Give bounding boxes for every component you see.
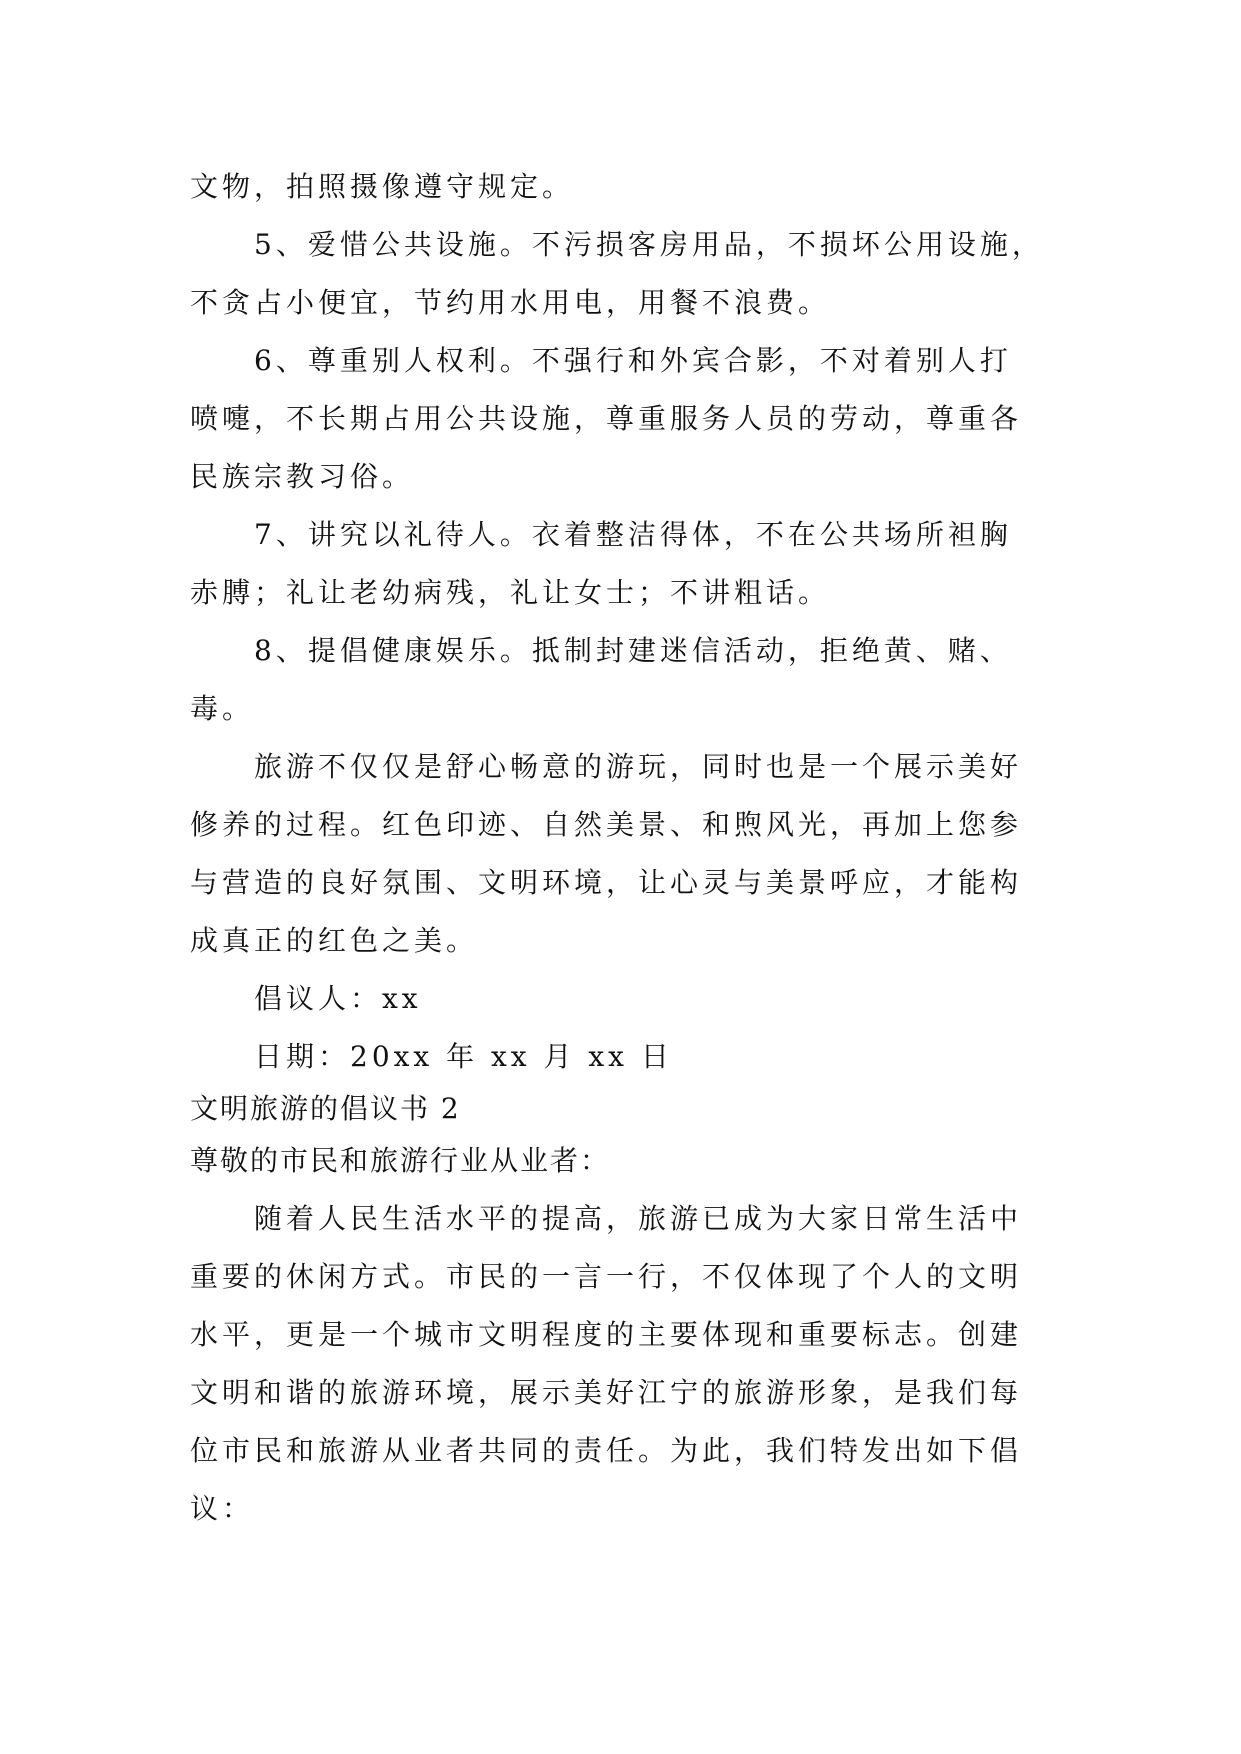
paragraph-line: 民族宗教习俗。 xyxy=(190,460,415,493)
initiator-line: 倡议人：xx xyxy=(254,982,422,1015)
paragraph-line: 旅游不仅仅是舒心畅意的游玩，同时也是一个展示美好 xyxy=(254,750,1023,783)
paragraph-line: 文明和谐的旅游环境，展示美好江宁的旅游形象，是我们每 xyxy=(190,1376,1023,1409)
paragraph-line: 修养的过程。红色印迹、自然美景、和煦风光，再加上您参 xyxy=(190,808,1023,841)
paragraph-line: 不贪占小便宜，节约用水用电，用餐不浪费。 xyxy=(190,286,831,319)
paragraph-line: 与营造的良好氛围、文明环境，让心灵与美景呼应，才能构 xyxy=(190,866,1023,899)
paragraph-line: 水平，更是一个城市文明程度的主要体现和重要标志。创建 xyxy=(190,1318,1023,1351)
paragraph-line: 6、尊重别人权利。不强行和外宾合影，不对着别人打 xyxy=(254,344,1012,377)
paragraph-line: 位市民和旅游从业者共同的责任。为此，我们特发出如下倡 xyxy=(190,1434,1023,1467)
paragraph-line: 议： xyxy=(190,1492,255,1525)
salutation: 尊敬的市民和旅游行业从业者： xyxy=(190,1144,611,1177)
paragraph-line: 7、讲究以礼待人。衣着整洁得体，不在公共场所袒胸 xyxy=(254,518,1012,551)
paragraph-line: 文物，拍照摄像遵守规定。 xyxy=(190,170,575,203)
paragraph-line: 重要的休闲方式。市民的一言一行，不仅体现了个人的文明 xyxy=(190,1260,1023,1293)
paragraph-line: 随着人民生活水平的提高，旅游已成为大家日常生活中 xyxy=(254,1202,1023,1235)
paragraph-line: 5、爱惜公共设施。不污损客房用品，不损坏公用设施， xyxy=(254,228,1044,261)
paragraph-line: 8、提倡健康娱乐。抵制封建迷信活动，拒绝黄、赌、 xyxy=(254,634,1012,667)
section-title: 文明旅游的倡议书 2 xyxy=(190,1092,461,1125)
date-line: 日期：20xx 年 xx 月 xx 日 xyxy=(254,1040,673,1073)
paragraph-line: 喷嚏，不长期占用公共设施，尊重服务人员的劳动，尊重各 xyxy=(190,402,1023,435)
document-page xyxy=(190,158,1060,1538)
paragraph-line: 毒。 xyxy=(190,692,255,725)
paragraph-line: 赤膊；礼让老幼病残，礼让女士；不讲粗话。 xyxy=(190,576,831,609)
paragraph-line: 成真正的红色之美。 xyxy=(190,924,479,957)
